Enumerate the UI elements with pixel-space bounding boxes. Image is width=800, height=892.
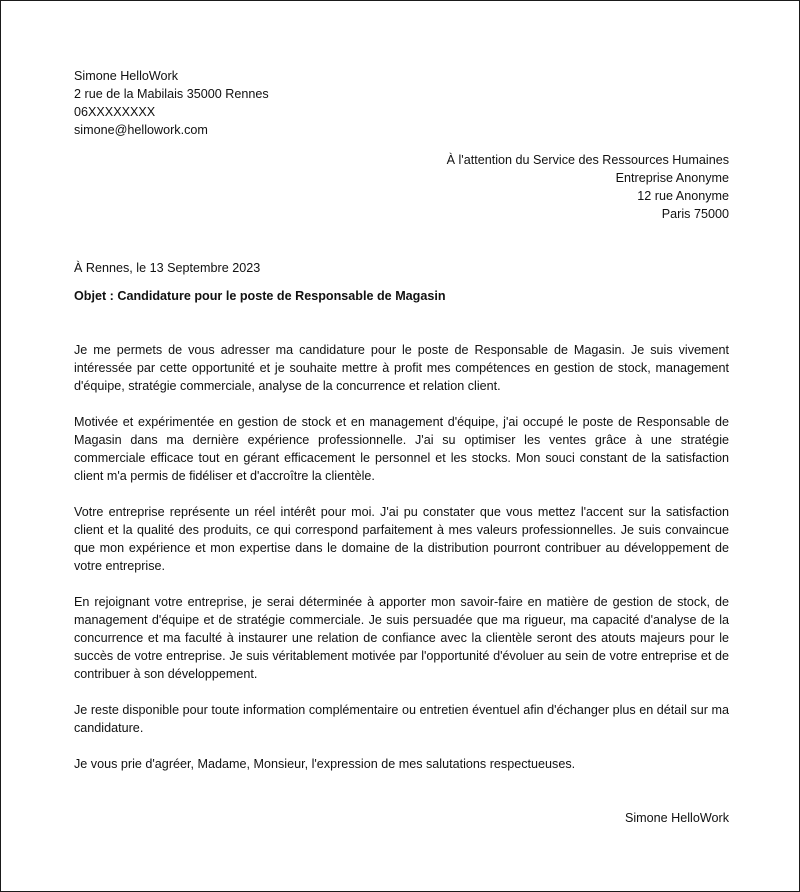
body-paragraph: En rejoignant votre entreprise, je serai déterminée à apporter mon savoir-faire en matière de gestion de stock, de management d'équipe et de stratégie commerciale. Je suis persuadée que ma rigueur, ma capacité d'analyse de la concurrence et ma faculté à instaurer une relation de confiance avec la clientèle seront des atouts majeurs pour le succès de votre entreprise. Je suis véritablement motivée par l'opportunité d'évoluer au sein de votre entreprise et de contribuer à son développement. [74, 595, 729, 681]
recipient-city: Paris 75000 [661, 207, 729, 221]
sender-name: Simone HelloWork [74, 69, 179, 83]
letter-content [74, 67, 729, 827]
sender-address: 2 rue de la Mabilais 35000 Rennes [74, 87, 269, 101]
letter-subject: Objet : Candidature pour le poste de Responsable de Magasin [74, 289, 446, 303]
body-paragraph: Votre entreprise représente un réel intérêt pour moi. J'ai pu constater que vous mettez l'accent sur la satisfaction client et la qualité des produits, ce qui correspond parfaitement à mes valeurs professionnelles. Je suis convaincue que mon expérience et mon expertise dans le domaine de la distribution pourront contribuer au développement de votre entreprise. [74, 505, 729, 573]
body-paragraph: Je reste disponible pour toute information complémentaire ou entretien éventuel afin d'échanger plus en détail sur ma candidature. [74, 703, 729, 735]
sender-email: simone@hellowork.com [74, 123, 208, 137]
recipient-block [74, 151, 729, 223]
body-paragraph: Je me permets de vous adresser ma candidature pour le poste de Responsable de Magasin. Je suis vivement intéressée par cette opportunité et je souhaite mettre à profit mes compétences en gestion de stock, management d'équipe, stratégie commerciale, analyse de la concurrence et relation client. [74, 343, 729, 393]
recipient-street: 12 rue Anonyme [637, 189, 729, 203]
sender-block [74, 67, 729, 139]
recipient-company: Entreprise Anonyme [615, 171, 729, 185]
recipient-attention: À l'attention du Service des Ressources Humaines [446, 153, 729, 167]
letter-body [74, 341, 729, 773]
signature: Simone HelloWork [624, 811, 729, 825]
body-paragraph: Motivée et expérimentée en gestion de stock et en management d'équipe, j'ai occupé le poste de Responsable de Magasin dans ma dernière expérience professionnelle. J'ai su optimiser les ventes grâce à une stratégie commerciale efficace tout en gérant efficacement le personnel et les stocks. Mon souci constant de la satisfaction client m'a permis de fidéliser et d'accroître la clientèle. [74, 415, 729, 483]
place-date: À Rennes, le 13 Septembre 2023 [74, 261, 261, 275]
sender-phone: 06XXXXXXXX [74, 105, 156, 119]
closing-paragraph: Je vous prie d'agréer, Madame, Monsieur, l'expression de mes salutations respectueuses. [74, 757, 576, 771]
